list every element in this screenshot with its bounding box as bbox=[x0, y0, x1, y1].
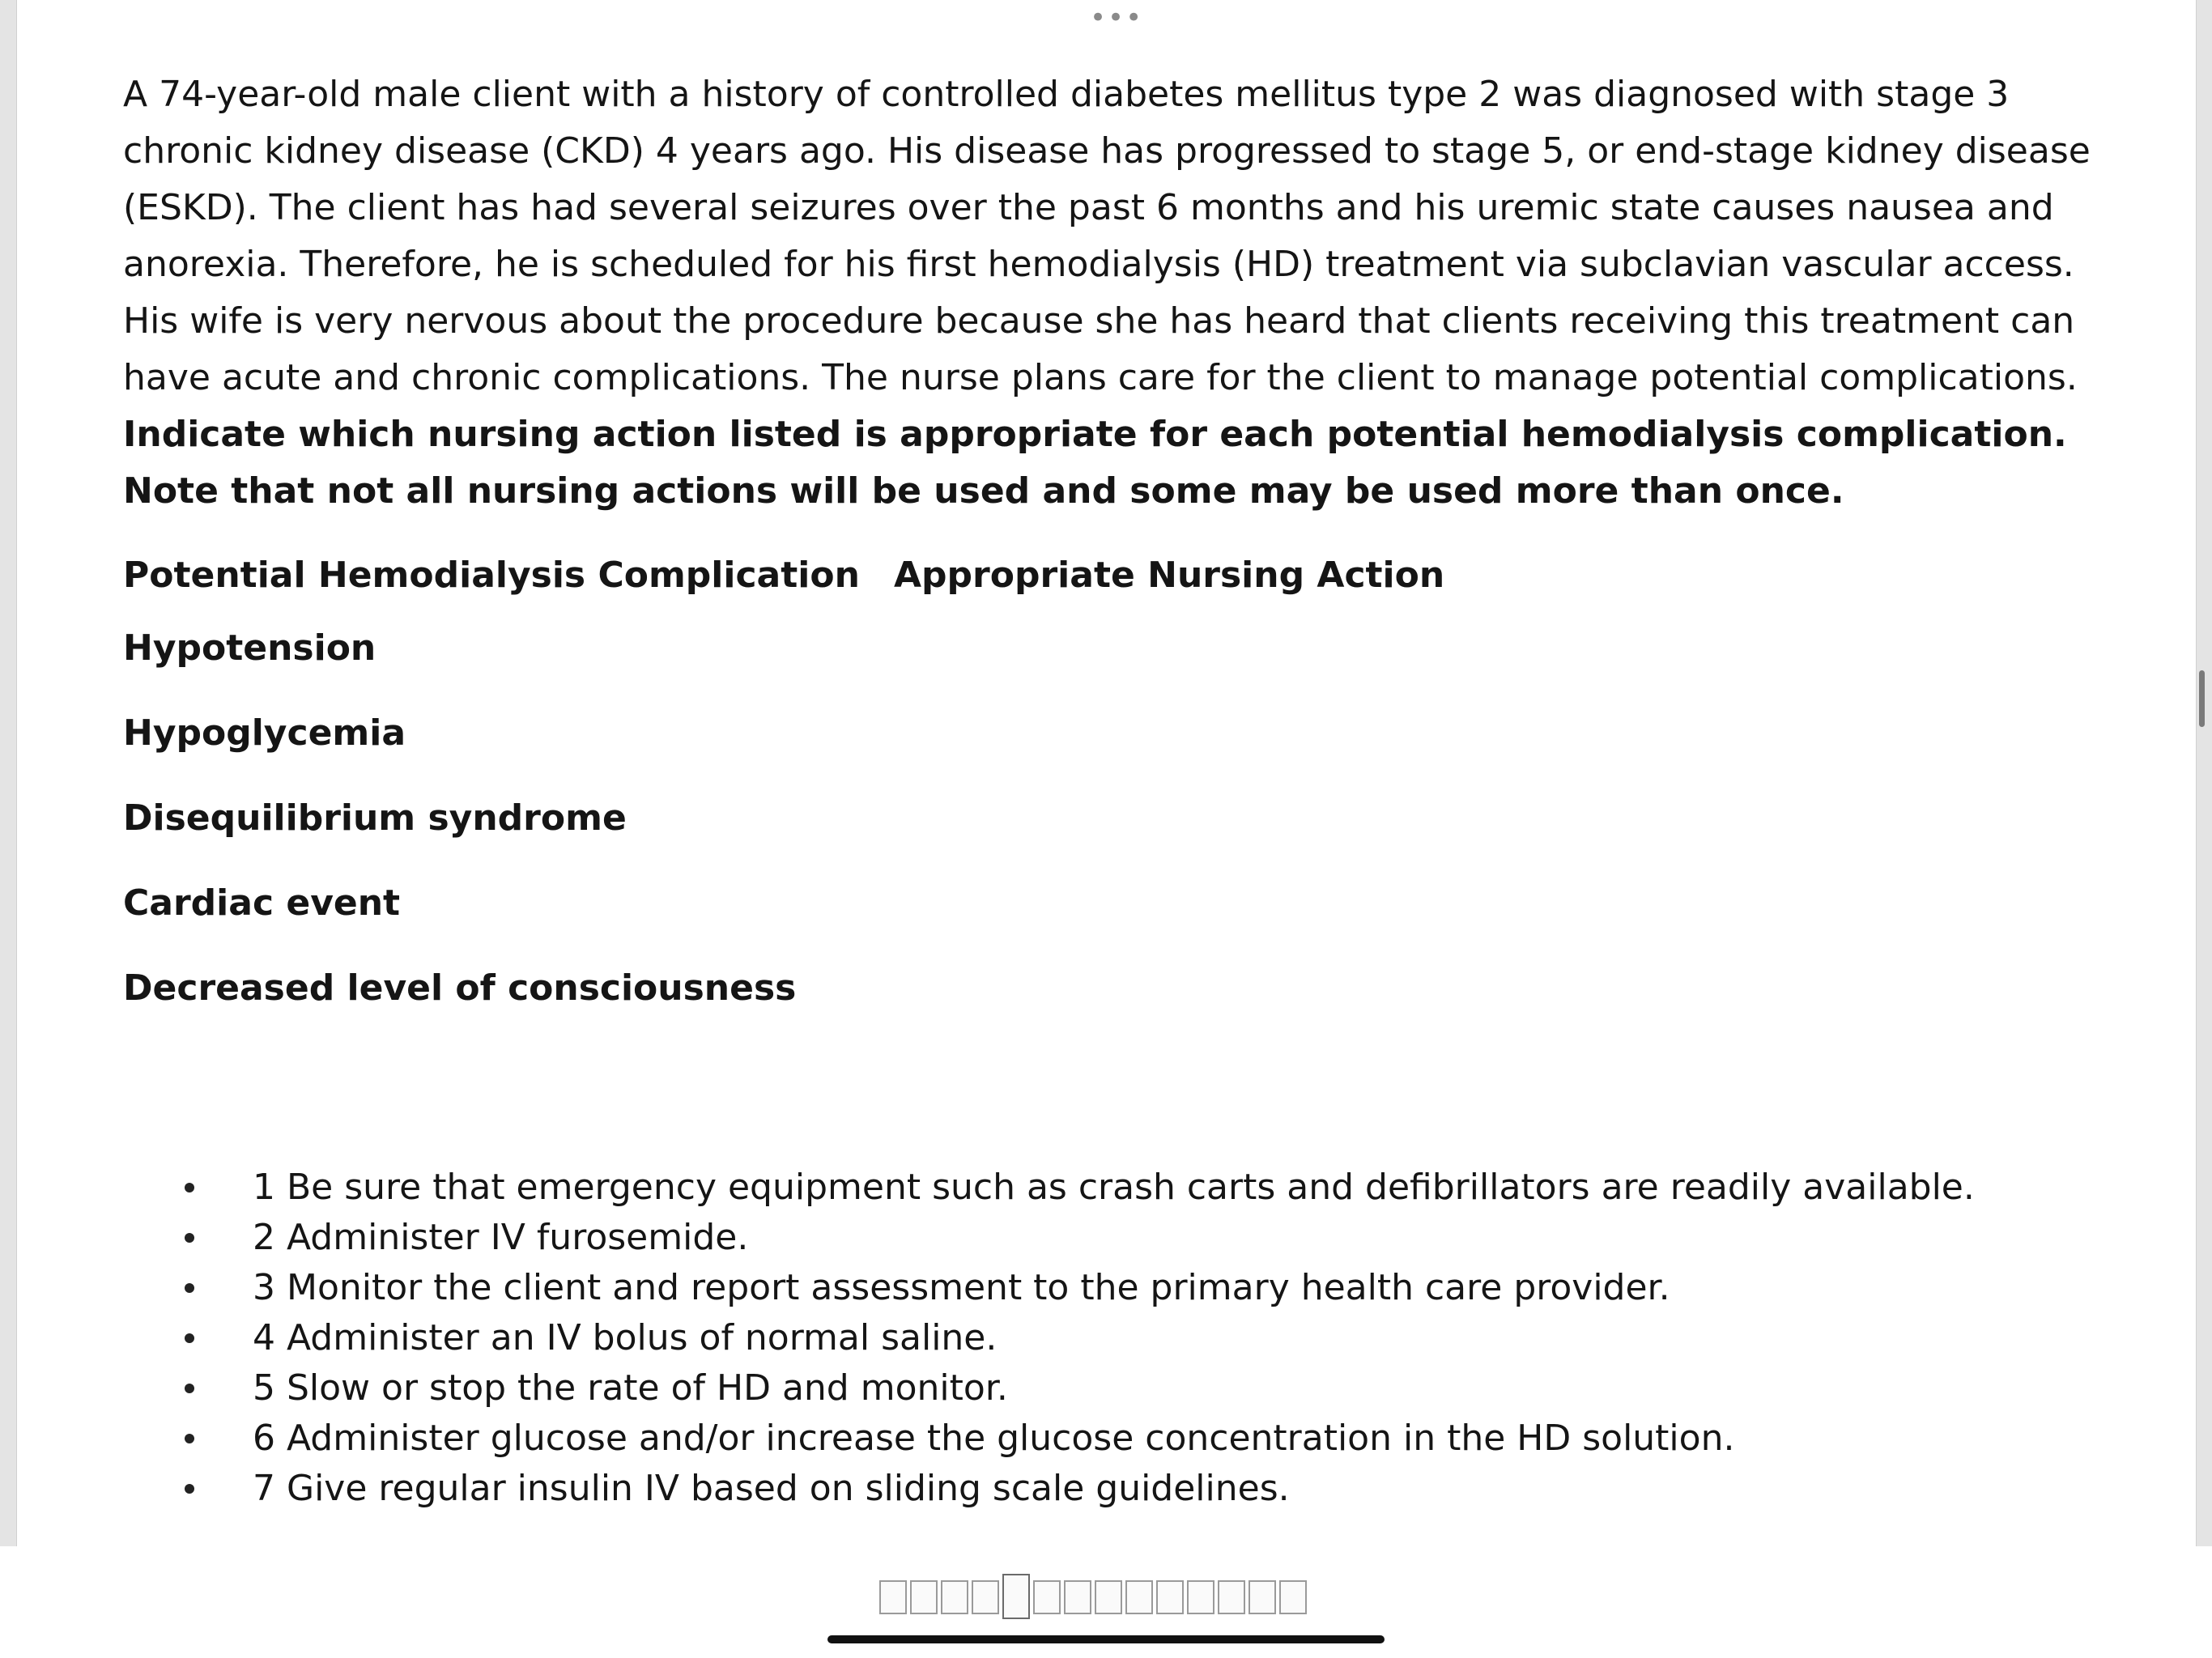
action-text: 1 Be sure that emergency equipment such as crash carts and defibrillators are readily available. bbox=[253, 1167, 1975, 1208]
page-thumbnail[interactable] bbox=[1095, 1580, 1122, 1614]
page-thumbnail[interactable] bbox=[1156, 1580, 1184, 1614]
page-thumbnail[interactable] bbox=[879, 1580, 907, 1614]
bullet-icon bbox=[185, 1183, 194, 1192]
bullet-icon bbox=[185, 1434, 194, 1443]
action-text: 4 Administer an IV bolus of normal saline. bbox=[253, 1317, 998, 1358]
bullet-icon bbox=[185, 1384, 194, 1393]
complication-list bbox=[123, 620, 2099, 1017]
page-thumbnail[interactable] bbox=[1064, 1580, 1091, 1614]
bullet-icon bbox=[185, 1333, 194, 1343]
page-thumbnail[interactable] bbox=[1033, 1580, 1061, 1614]
page-thumbnail[interactable] bbox=[972, 1580, 999, 1614]
table-header bbox=[123, 547, 2099, 604]
action-text: 6 Administer glucose and/or increase the glucose concentration in the HD solution. bbox=[253, 1418, 1735, 1459]
nursing-action-list bbox=[185, 1163, 1975, 1514]
page-thumbnail[interactable] bbox=[1187, 1580, 1214, 1614]
complication-item: Hypoglycemia bbox=[123, 712, 406, 754]
scrollbar-thumb[interactable] bbox=[2199, 670, 2205, 727]
bullet-icon bbox=[185, 1283, 194, 1293]
page-thumbnail[interactable] bbox=[1249, 1580, 1276, 1614]
action-item bbox=[185, 1363, 1975, 1414]
page-thumbnail[interactable] bbox=[1002, 1574, 1030, 1619]
more-options-icon[interactable]: ••• bbox=[1090, 2, 1144, 34]
bullet-icon bbox=[185, 1484, 194, 1494]
question-instruction: Indicate which nursing action listed is appropriate for each potential hemodialysis complication. Note that not all nursing actions will be used and some may be used more than once. bbox=[123, 414, 2067, 512]
action-column-header: Appropriate Nursing Action bbox=[894, 555, 1445, 596]
complication-item: Decreased level of consciousness bbox=[123, 967, 797, 1009]
complication-item: Cardiac event bbox=[123, 882, 401, 924]
left-page-edge bbox=[0, 0, 17, 1546]
complication-item: Hypotension bbox=[123, 627, 376, 669]
action-text: 2 Administer IV furosemide. bbox=[253, 1217, 749, 1258]
page-thumbnail-strip[interactable] bbox=[879, 1580, 1307, 1619]
page-thumbnail[interactable] bbox=[1279, 1580, 1307, 1614]
page-thumbnail[interactable] bbox=[1125, 1580, 1153, 1614]
action-item bbox=[185, 1313, 1975, 1363]
home-indicator[interactable] bbox=[827, 1635, 1385, 1643]
action-text: 5 Slow or stop the rate of HD and monitor. bbox=[253, 1367, 1008, 1409]
complication-column-header: Potential Hemodialysis Complication bbox=[123, 555, 860, 596]
right-page-edge bbox=[2196, 0, 2212, 1546]
page-thumbnail[interactable] bbox=[941, 1580, 968, 1614]
action-item bbox=[185, 1263, 1975, 1313]
document-page bbox=[123, 66, 2099, 1045]
page-thumbnail[interactable] bbox=[1218, 1580, 1245, 1614]
action-item bbox=[185, 1213, 1975, 1263]
complication-item: Disequilibrium syndrome bbox=[123, 797, 627, 839]
question-paragraph bbox=[123, 66, 2099, 520]
action-item bbox=[185, 1163, 1975, 1213]
page-thumbnail[interactable] bbox=[910, 1580, 938, 1614]
question-text: A 74-year-old male client with a history of controlled diabetes mellitus type 2 was diagnosed with stage 3 chronic kidney disease (CKD) 4 years ago. His disease has progressed to stage 5, or end-stage kidney disease (ESKD). The client has had several seizures over the past 6 months and his uremic state causes nausea and anorexia. Therefore, he is scheduled for his first hemodialysis (HD) treatment via subclavian vascular access. His wife is very nervous about the procedure because she has heard that clients receiving this treatment can have acute and chronic complications. The nurse plans care for the client to manage potential complications. bbox=[123, 74, 2091, 398]
bullet-icon bbox=[185, 1233, 194, 1243]
action-item bbox=[185, 1414, 1975, 1464]
action-item bbox=[185, 1464, 1975, 1514]
action-text: 3 Monitor the client and report assessment to the primary health care provider. bbox=[253, 1267, 1670, 1308]
action-text: 7 Give regular insulin IV based on sliding scale guidelines. bbox=[253, 1468, 1290, 1509]
